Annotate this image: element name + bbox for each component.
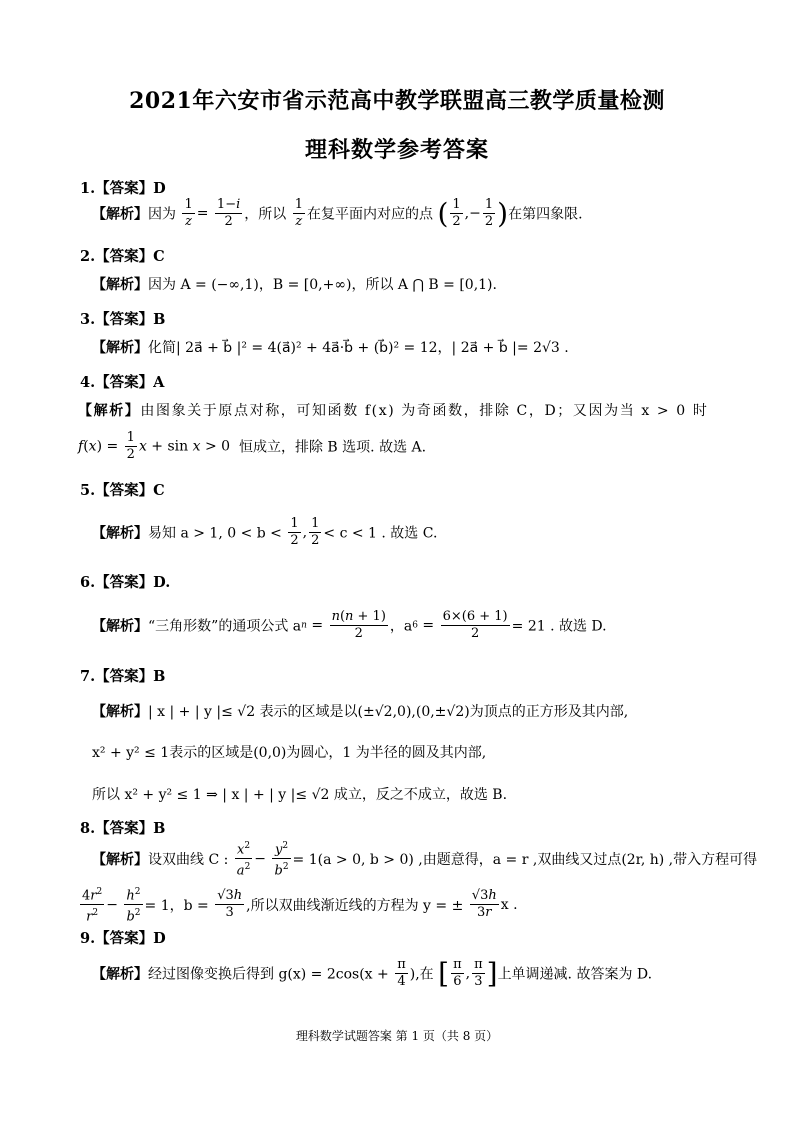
q6-number: 6. (80, 574, 96, 591)
q4-number: 4. (80, 374, 96, 391)
q8-text-3: = 1，b = (144, 897, 209, 914)
answer-label: 【答案】 (95, 930, 154, 947)
q2-answer: C (153, 248, 165, 265)
q5-number: 5. (80, 482, 96, 499)
q5-analysis: 【解析】易知 a > 1, 0 < b < $\frac{1}{2}$ , $\frac{1}{2}$ < c < 1 . 故选 C. (92, 516, 438, 548)
fraction: $\frac{h^2}{b^2}$ (124, 884, 142, 926)
q1-answer-line (80, 177, 166, 198)
fraction: $\frac{\pi}{3}$ (474, 957, 483, 989)
answer-label: 【答案】 (95, 180, 154, 197)
q5-answer-line (80, 479, 165, 500)
analysis-label: 【解析】 (78, 403, 141, 419)
q7-text-2: x² + y² ≤ 1表示的区域是(0,0)为圆心，1 为半径的圆及其内部, (92, 745, 487, 761)
q6-answer-line (80, 571, 170, 592)
document-subtitle: 理科数学参考答案 (304, 137, 489, 163)
q7-answer-line (80, 665, 165, 686)
fraction: $\frac{4r^2}{r^2}$ (80, 884, 104, 926)
q5-answer: C (153, 482, 165, 499)
fraction: $\frac{1-i}{2}$ (216, 197, 241, 229)
q4-analysis-line2: f(x) = $\frac{1}{2}$ x + sin x > 0 恒成立，排除 B 选项. 故选 A. (78, 430, 427, 462)
q8-text-4: ,所以双曲线渐近线的方程为 y = ± (246, 897, 464, 914)
q7-number: 7. (80, 668, 96, 685)
analysis-label: 【解析】 (92, 525, 148, 542)
q1-text-3: 在复平面内对应的点 (307, 206, 433, 223)
q8-answer-line (80, 817, 165, 838)
q6-text-2: ，a (389, 618, 413, 635)
q3-text: 化简| 2a⃗ + b⃗ |² = 4(a⃗)² + 4a⃗·b⃗ + (b⃗)² = 12，| 2a⃗ + b⃗ |= 2√3 . (148, 340, 569, 356)
analysis-label: 【解析】 (92, 704, 148, 720)
q9-text-1: 经过图像变换后得到 g(x) = 2cos(x + (148, 966, 389, 983)
q4-answer-line (80, 371, 164, 392)
fraction: $\frac{1}{z}$ (294, 197, 303, 229)
q6-analysis: 【解析】“三角形数”的通项公式 an = $\frac{n(n + 1)}{2}$ ，a6 = $\frac{6\times(6 + 1)}{2}$ = 21 . 故选 D. (92, 609, 607, 641)
q7-answer: B (153, 668, 166, 685)
q9-analysis: 【解析】经过图像变换后得到 g(x) = 2cos(x + $\frac{\pi}{4}$ ),在 [ $\frac{\pi}{6}$ , $\frac{\pi}{3}$ ]上单调递减. 故答案为 D. (92, 957, 653, 990)
analysis-label: 【解析】 (92, 618, 148, 635)
q5-text-1: 易知 a > 1, 0 < b < (148, 525, 282, 542)
answer-label: 【答案】 (95, 668, 154, 685)
q3-analysis (92, 337, 569, 357)
q1-analysis: 【解析】因为 $\frac{1}{z}$ = $\frac{1-i}{2}$ ，所以 $\frac{1}{z}$ 在复平面内对应的点 ( $\frac{1}{2}$ ,− $\frac{1}{2}$ )在第四象限. (92, 197, 583, 230)
q8-answer: B (153, 820, 166, 837)
q1-text-1: 因为 (148, 206, 176, 223)
q8-analysis-line1: 【解析】设双曲线 C : $\frac{x^2}{a^2}$ − $\frac{y^2}{b^2}$ = 1(a > 0, b > 0) ,由题意得，a = r ,双曲线又过点(2r, h) ,带入方程可得 (92, 838, 757, 880)
analysis-label: 【解析】 (92, 340, 148, 356)
q4-text-2: 恒成立，排除 B 选项. 故选 A. (238, 439, 427, 456)
fraction: $\frac{1}{2}$ (311, 516, 320, 548)
fraction: $\frac{6\times(6 + 1)}{2}$ (442, 609, 508, 641)
fraction: $\frac{\pi}{6}$ (453, 957, 462, 989)
q8-text-1: 设双曲线 C : (148, 851, 229, 868)
fraction: $\frac{1}{2}$ (484, 197, 494, 229)
q6-answer: D. (153, 574, 171, 591)
fraction: $\frac{y^2}{b^2}$ (272, 838, 290, 880)
q7-text-3: 所以 x² + y² ≤ 1 ⇒ | x | + | y |≤ √2 成立，反之不成立，故选 B. (92, 787, 508, 803)
answer-label: 【答案】 (95, 374, 154, 391)
q3-number: 3. (80, 311, 96, 328)
q7-analysis-line3 (92, 784, 507, 804)
fraction: $\frac{√3h}{3}$ (217, 888, 243, 921)
fraction: $\frac{x^2}{a^2}$ (235, 838, 253, 880)
q2-number: 2. (80, 248, 96, 265)
q2-analysis (92, 274, 497, 294)
q6-text-3: = 21 . 故选 D. (511, 618, 607, 635)
fraction: $\frac{1}{z}$ (184, 197, 193, 229)
q4-answer: A (153, 374, 165, 391)
q1-text-2: ，所以 (244, 206, 287, 223)
q8-analysis-line2: $\frac{4r^2}{r^2}$ − $\frac{h^2}{b^2}$ = 1，b = $\frac{√3h}{3}$ ,所以双曲线渐近线的方程为 y = ± $\frac{√3h}{3r}$ x . (78, 884, 518, 926)
fraction: $\frac{1}{2}$ (126, 430, 135, 462)
q9-answer-line (80, 927, 166, 948)
answer-label: 【答案】 (95, 820, 154, 837)
q4-text-1: 由图象关于原点对称，可知函数 f(x) 为奇函数，排除 C，D；又因为当 x > 0 时 (140, 403, 709, 419)
q2-answer-line (80, 245, 165, 266)
fraction: $\frac{1}{2}$ (290, 516, 299, 548)
q8-number: 8. (80, 820, 96, 837)
fraction: $\frac{√3h}{3r}$ (471, 888, 497, 921)
analysis-label: 【解析】 (92, 277, 148, 293)
q1-number: 1. (80, 180, 96, 197)
q7-text-1: | x | + | y |≤ √2 表示的区域是以(±√2,0),(0,±√2)为顶点的正方形及其内部, (148, 704, 629, 720)
q2-text: 因为 A = (−∞,1)，B = [0,+∞)，所以 A ⋂ B = [0,1). (148, 277, 497, 293)
fraction: $\frac{\pi}{4}$ (397, 957, 406, 989)
analysis-label: 【解析】 (92, 851, 148, 868)
q8-text-2: = 1(a > 0, b > 0) ,由题意得，a = r ,双曲线又过点(2r, h) ,带入方程可得 (292, 851, 758, 868)
q6-text-1: “三角形数”的通项公式 a (148, 618, 302, 635)
q9-number: 9. (80, 930, 96, 947)
fraction: $\frac{1}{2}$ (452, 197, 461, 229)
q9-text-3: 上单调递减. 故答案为 D. (497, 966, 653, 983)
q1-answer: D (153, 180, 166, 197)
fraction: $\frac{n(n + 1)}{2}$ (331, 609, 386, 641)
q8-text-5: x . (500, 896, 518, 913)
answer-label: 【答案】 (95, 311, 154, 328)
answer-label: 【答案】 (95, 574, 154, 591)
q7-analysis-line1 (92, 701, 628, 721)
document-title: 2021年六安市省示范高中教学联盟高三教学质量检测 (129, 88, 665, 114)
analysis-label: 【解析】 (92, 206, 148, 223)
analysis-label: 【解析】 (92, 966, 148, 983)
q1-text-4: 在第四象限. (508, 206, 583, 223)
answer-label: 【答案】 (95, 482, 154, 499)
q9-answer: D (153, 930, 166, 947)
q4-analysis-line1 (78, 400, 708, 420)
q9-text-2: ),在 (409, 966, 434, 983)
q7-analysis-line2 (92, 742, 486, 762)
page-footer: 理科数学试题答案 第 1 页（共 8 页） (295, 1029, 499, 1043)
q3-answer: B (153, 311, 166, 328)
answer-label: 【答案】 (95, 248, 154, 265)
q5-text-2: < c < 1 . 故选 C. (323, 525, 438, 542)
q3-answer-line (80, 308, 165, 329)
